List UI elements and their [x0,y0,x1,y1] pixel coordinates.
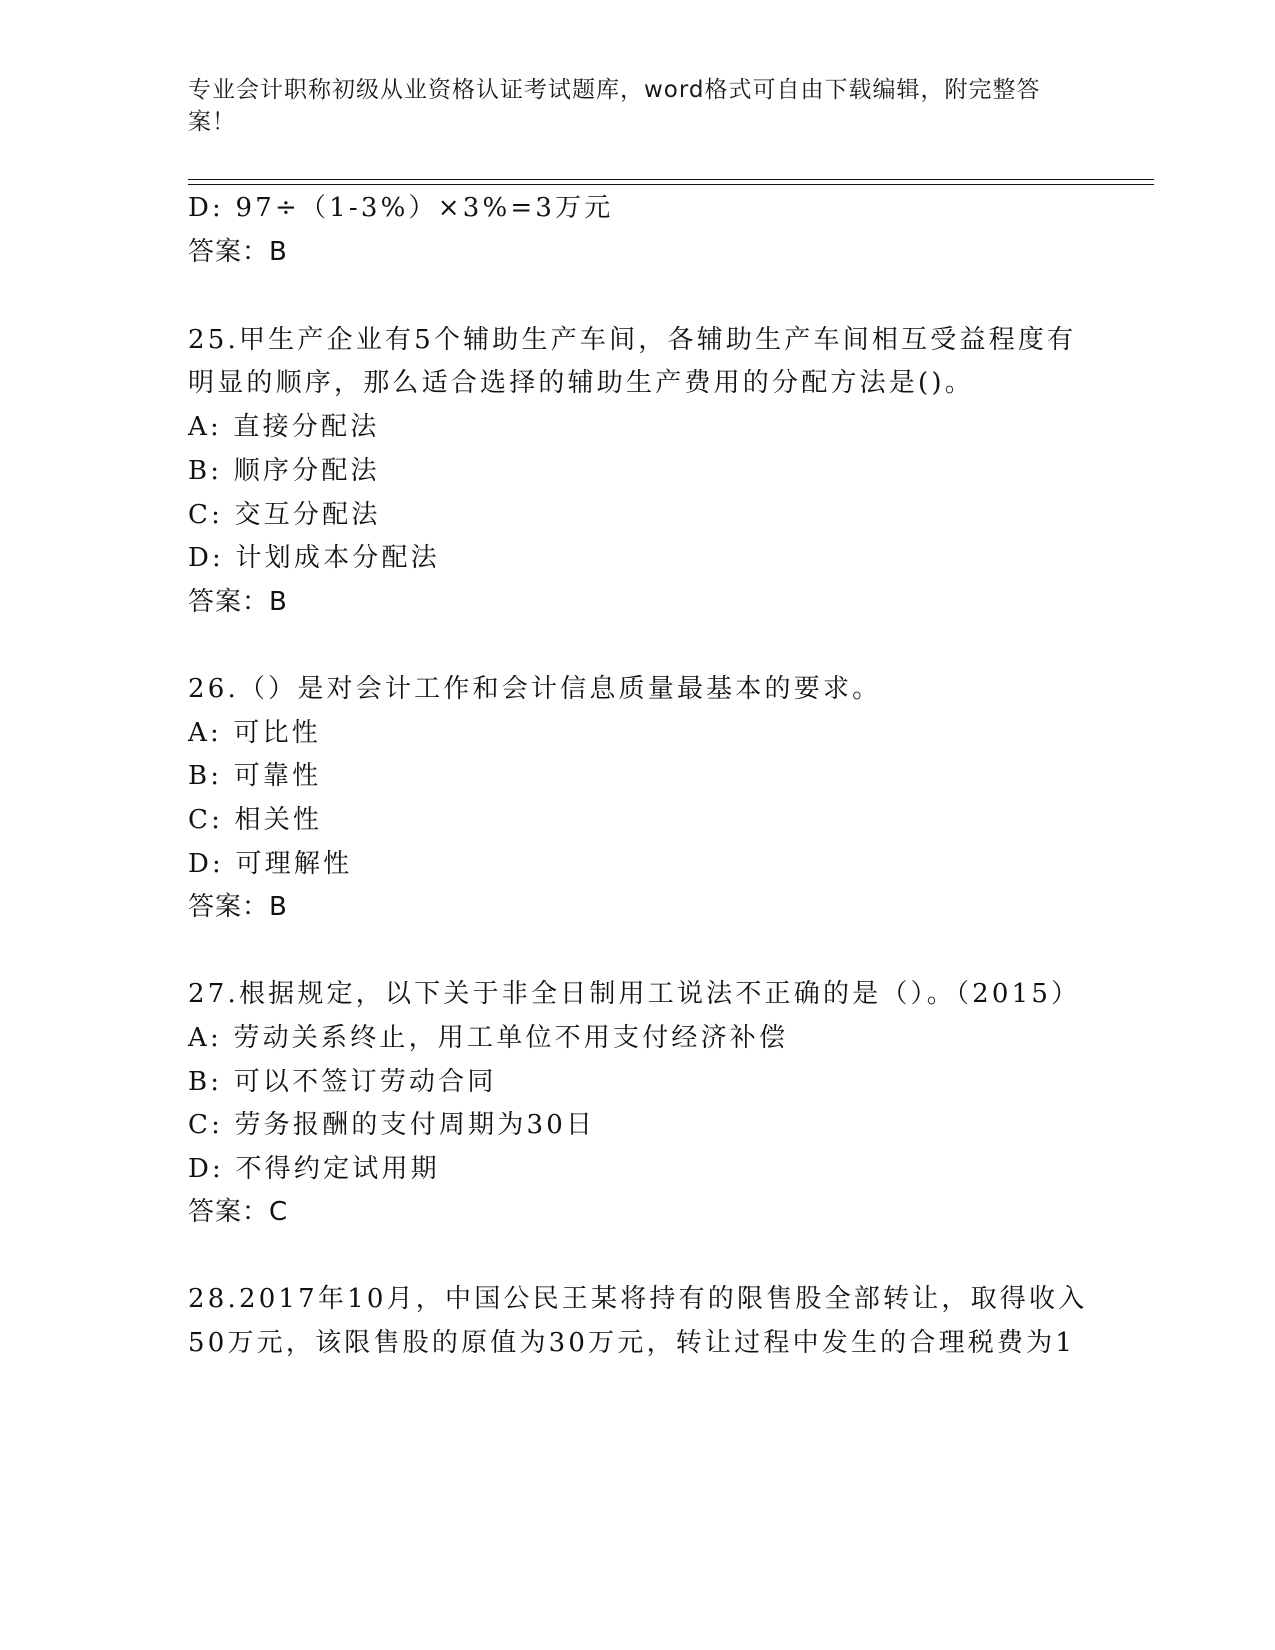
q26-option-c: C: 相关性 [188,805,323,835]
prev-answer: 答案：B [188,237,288,267]
q27-stem-line-1: 27.根据规定，以下关于非全日制用工说法不正确的是（）。（2015） [188,979,1081,1009]
document-header: 专业会计职称初级从业资格认证考试题库，word格式可自由下载编辑，附完整答案！ [188,77,1041,135]
q27-option-d: D: 不得约定试用期 [188,1154,440,1184]
q25-option-b: B: 顺序分配法 [188,456,380,486]
q26-option-b: B: 可靠性 [188,761,322,791]
q26-option-a: A: 可比性 [188,718,322,748]
q27-option-c: C: 劳务报酬的支付周期为30日 [188,1110,596,1140]
q26-option-d: D: 可理解性 [188,849,353,879]
q26-stem-line-1: 26.（）是对会计工作和会计信息质量最基本的要求。 [188,674,882,704]
q25-stem-line-2: 明显的顺序，那么适合选择的辅助生产费用的分配方法是()。 [188,368,974,398]
q27-answer: 答案：C [188,1197,289,1227]
header-divider-top [188,179,1154,180]
q25-answer: 答案：B [188,587,288,617]
q25-option-a: A: 直接分配法 [188,412,380,442]
header-divider-bottom [188,184,1154,185]
q27-option-a: A: 劳动关系终止，用工单位不用支付经济补偿 [188,1023,789,1053]
q27-option-b: B: 可以不签订劳动合同 [188,1067,497,1097]
q25-option-c: C: 交互分配法 [188,500,381,530]
q28-stem-line-2: 50万元，该限售股的原值为30万元，转让过程中发生的合理税费为1 [188,1328,1076,1358]
q25-option-d: D: 计划成本分配法 [188,543,440,573]
q25-stem-line-1: 25.甲生产企业有5个辅助生产车间，各辅助生产车间相互受益程度有 [188,325,1077,355]
prev-option-d: D: 97÷（1-3%）×3%=3万元 [188,193,614,223]
q26-answer: 答案：B [188,892,288,922]
q28-stem-line-1: 28.2017年10月，中国公民王某将持有的限售股全部转让，取得收入 [188,1284,1088,1314]
